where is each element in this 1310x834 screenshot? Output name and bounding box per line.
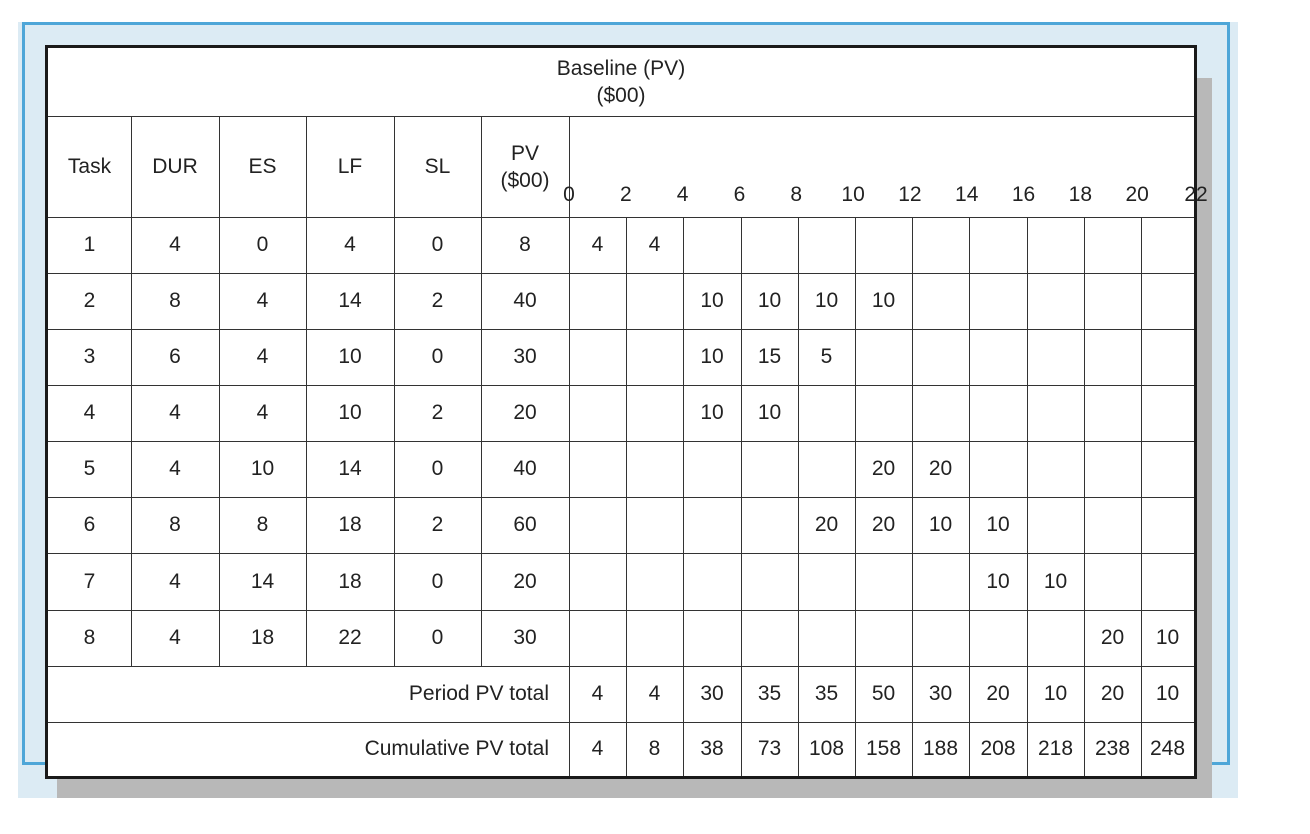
cell-period-pv: 4 xyxy=(591,233,604,256)
header-es: ES xyxy=(248,154,277,178)
period-pv-total-value: 10 xyxy=(1155,682,1180,705)
cumulative-pv-total-value: 238 xyxy=(1094,737,1131,760)
cumulative-pv-total-value: 218 xyxy=(1037,737,1074,760)
table-title-line1: Baseline (PV) xyxy=(556,57,686,80)
time-tick: 8 xyxy=(790,183,803,206)
cell-period-pv: 20 xyxy=(814,513,839,536)
cell-pv: 30 xyxy=(513,626,537,649)
cell-dur: 4 xyxy=(169,626,181,649)
cumulative-pv-total-value: 158 xyxy=(865,737,902,760)
cumulative-pv-total-value: 4 xyxy=(591,737,604,760)
cell-sl: 2 xyxy=(431,513,444,536)
cell-dur: 4 xyxy=(169,233,181,256)
cell-period-pv: 15 xyxy=(757,345,782,368)
cell-pv: 8 xyxy=(519,233,531,256)
cell-period-pv: 10 xyxy=(928,513,953,536)
cell-es: 4 xyxy=(256,289,269,312)
header-lf: LF xyxy=(337,154,363,178)
cumulative-pv-total-value: 248 xyxy=(1149,737,1186,760)
time-tick: 0 xyxy=(563,183,575,206)
cell-task: 6 xyxy=(83,513,96,536)
time-tick: 14 xyxy=(955,183,979,206)
cell-pv: 60 xyxy=(513,513,537,536)
period-pv-total-value: 20 xyxy=(986,682,1010,705)
cell-pv: 30 xyxy=(513,345,537,368)
cell-es: 4 xyxy=(256,345,269,368)
cell-es: 14 xyxy=(250,569,275,593)
table-title-line2: ($00) xyxy=(596,84,646,107)
header-pv-line2: ($00) xyxy=(500,168,550,192)
cell-task: 7 xyxy=(83,569,96,593)
time-tick: 22 xyxy=(1184,183,1208,206)
time-tick: 2 xyxy=(619,183,632,206)
cell-task: 1 xyxy=(83,233,96,256)
table-title xyxy=(48,48,1194,116)
period-pv-total-value: 30 xyxy=(928,682,953,705)
cell-lf: 18 xyxy=(338,513,362,536)
cell-period-pv: 10 xyxy=(986,569,1010,593)
time-tick: 6 xyxy=(733,183,746,206)
header-pv-line1: PV xyxy=(510,141,539,165)
cell-task: 4 xyxy=(83,401,96,424)
header-dur: DUR xyxy=(152,154,198,178)
cell-period-pv: 20 xyxy=(928,457,953,480)
cell-es: 4 xyxy=(256,401,269,424)
period-pv-total-value: 35 xyxy=(814,682,839,705)
cell-task: 5 xyxy=(83,457,96,480)
period-pv-total-value: 4 xyxy=(591,682,604,705)
cell-period-pv: 20 xyxy=(871,457,896,480)
time-tick: 20 xyxy=(1125,183,1149,206)
cell-pv: 40 xyxy=(513,457,537,480)
cell-dur: 8 xyxy=(169,513,181,536)
cell-dur: 6 xyxy=(169,345,181,368)
cell-pv: 20 xyxy=(513,569,537,593)
cell-es: 18 xyxy=(250,626,275,649)
cell-period-pv: 10 xyxy=(986,513,1010,536)
cell-period-pv: 5 xyxy=(820,345,833,368)
cell-sl: 0 xyxy=(431,345,444,368)
header-task: Task xyxy=(67,154,112,178)
cell-period-pv: 20 xyxy=(871,513,896,536)
cell-lf: 14 xyxy=(338,457,362,480)
cell-lf: 4 xyxy=(344,233,356,256)
cell-period-pv: 20 xyxy=(1100,626,1125,649)
cell-dur: 4 xyxy=(169,457,181,480)
cell-task: 8 xyxy=(83,626,96,649)
cell-lf: 10 xyxy=(338,401,362,424)
cell-period-pv: 10 xyxy=(757,401,782,424)
cell-sl: 0 xyxy=(431,569,444,593)
cell-period-pv: 10 xyxy=(700,289,724,312)
time-tick: 4 xyxy=(676,183,689,206)
period-pv-total-label: Period PV total xyxy=(408,682,549,705)
period-pv-total-value: 50 xyxy=(871,682,896,705)
cell-lf: 14 xyxy=(338,289,362,312)
cumulative-pv-total-value: 188 xyxy=(922,737,959,760)
cell-sl: 0 xyxy=(431,457,444,480)
cell-task: 2 xyxy=(83,289,96,312)
cell-es: 8 xyxy=(256,513,269,536)
cumulative-pv-total-value: 38 xyxy=(700,737,724,760)
cumulative-pv-total-value: 73 xyxy=(757,737,782,760)
cell-dur: 8 xyxy=(169,289,181,312)
cell-period-pv: 10 xyxy=(1043,569,1068,593)
cell-task: 3 xyxy=(83,345,96,368)
cell-period-pv: 10 xyxy=(700,345,724,368)
cell-pv: 20 xyxy=(513,401,537,424)
time-tick: 10 xyxy=(841,183,865,206)
time-tick: 18 xyxy=(1068,183,1093,206)
cell-period-pv: 10 xyxy=(871,289,896,312)
cell-sl: 0 xyxy=(431,233,444,256)
cell-period-pv: 10 xyxy=(757,289,782,312)
cell-lf: 18 xyxy=(338,569,362,593)
baseline-pv-table xyxy=(45,45,1208,779)
cumulative-pv-total-value: 208 xyxy=(980,737,1016,760)
cell-lf: 10 xyxy=(338,345,362,368)
cell-period-pv: 4 xyxy=(648,233,661,256)
cell-dur: 4 xyxy=(169,569,181,593)
cell-lf: 22 xyxy=(338,626,362,649)
cumulative-pv-total-label: Cumulative PV total xyxy=(364,737,549,760)
cell-es: 10 xyxy=(250,457,275,480)
period-pv-total-value: 4 xyxy=(648,682,661,705)
header-pv xyxy=(481,116,569,217)
cell-period-pv: 10 xyxy=(814,289,839,312)
cell-pv: 40 xyxy=(513,289,537,312)
period-pv-total-value: 20 xyxy=(1100,682,1125,705)
period-pv-total-value: 10 xyxy=(1043,682,1068,705)
cell-es: 0 xyxy=(256,233,269,256)
cell-dur: 4 xyxy=(169,401,181,424)
cell-sl: 2 xyxy=(431,289,444,312)
time-tick: 16 xyxy=(1011,183,1036,206)
cumulative-pv-total-value: 8 xyxy=(648,737,661,760)
header-sl: SL xyxy=(424,154,451,178)
cumulative-pv-total-value: 108 xyxy=(808,737,845,760)
cell-period-pv: 10 xyxy=(1155,626,1180,649)
period-pv-total-value: 30 xyxy=(700,682,724,705)
time-tick: 12 xyxy=(898,183,922,206)
cell-sl: 2 xyxy=(431,401,444,424)
cell-period-pv: 10 xyxy=(700,401,724,424)
period-pv-total-value: 35 xyxy=(757,682,782,705)
cell-sl: 0 xyxy=(431,626,444,649)
